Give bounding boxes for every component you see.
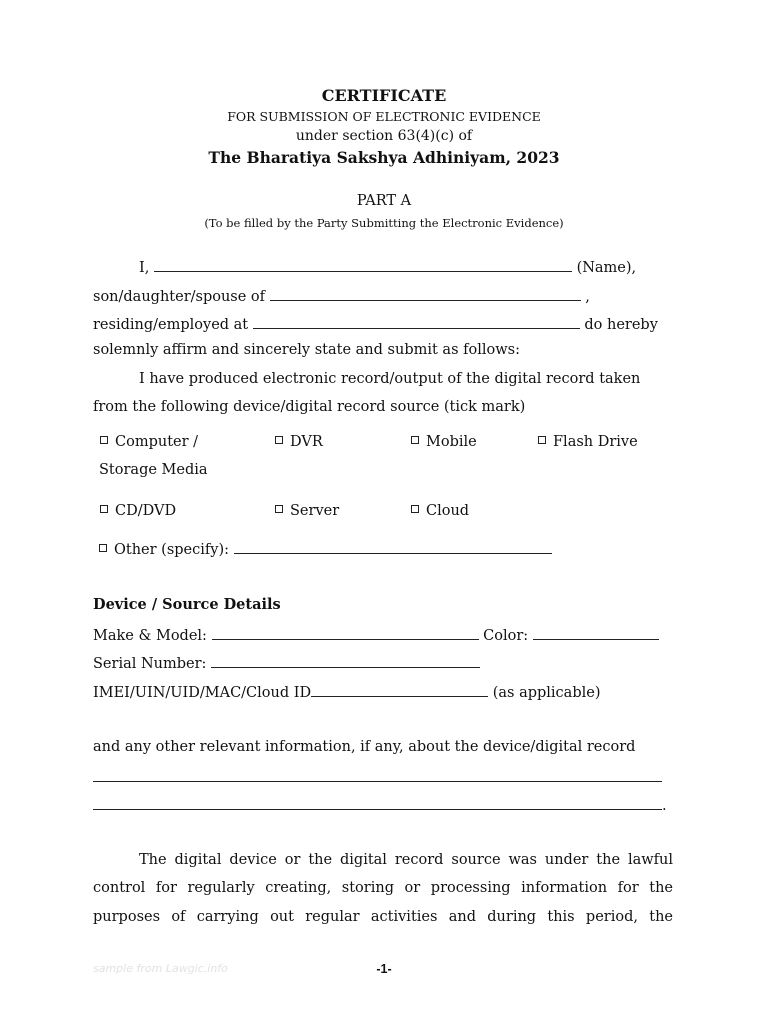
option-mobile-label: Mobile bbox=[426, 434, 477, 450]
other-info-blank-line-1[interactable] bbox=[93, 767, 662, 786]
imei-line bbox=[93, 682, 600, 701]
watermark-text: sample from Lawgic.info bbox=[93, 962, 228, 975]
device-details-heading: Device / Source Details bbox=[93, 596, 281, 613]
option-dvr-label: DVR bbox=[290, 434, 323, 450]
color-label: Color: bbox=[483, 628, 529, 644]
i-prefix: I, bbox=[139, 260, 150, 276]
section-reference: under section 63(4)(c) of bbox=[295, 128, 473, 144]
option-cloud-label: Cloud bbox=[426, 503, 470, 519]
paragraph-line-1: The digital device or the digital record source was under the lawful bbox=[139, 852, 673, 868]
checkbox-server[interactable] bbox=[275, 505, 283, 513]
residing-line bbox=[93, 314, 658, 333]
other-specify-blank-field[interactable] bbox=[234, 539, 552, 554]
relation-blank-field[interactable] bbox=[270, 286, 581, 301]
checkbox-mobile[interactable] bbox=[411, 436, 419, 444]
residing-blank-field[interactable] bbox=[253, 314, 580, 329]
option-other-label: Other (specify): bbox=[114, 542, 229, 558]
checkbox-cloud[interactable] bbox=[411, 505, 419, 513]
option-cloud[interactable] bbox=[411, 503, 469, 519]
relation-line bbox=[93, 286, 590, 305]
option-cd-dvd[interactable] bbox=[100, 503, 176, 519]
option-dvr[interactable] bbox=[275, 434, 323, 450]
serial-number-blank-field[interactable] bbox=[211, 653, 480, 668]
part-heading: PART A bbox=[356, 193, 412, 209]
make-model-blank-field[interactable] bbox=[212, 625, 479, 640]
checkbox-flash-drive[interactable] bbox=[538, 436, 546, 444]
name-suffix: (Name), bbox=[576, 260, 637, 276]
other-info-blank-field-1[interactable] bbox=[93, 767, 662, 782]
checkbox-dvr[interactable] bbox=[275, 436, 283, 444]
option-server[interactable] bbox=[275, 503, 339, 519]
color-blank-field[interactable] bbox=[533, 625, 659, 640]
option-flash-drive-label: Flash Drive bbox=[553, 434, 638, 450]
residing-label: residing/employed at bbox=[93, 317, 249, 333]
paragraph-line-3: purposes of carrying out regular activities and during this period, the bbox=[93, 909, 673, 925]
make-model-label: Make & Model: bbox=[93, 628, 207, 644]
other-info-blank-line-2[interactable] bbox=[93, 795, 667, 814]
option-mobile[interactable] bbox=[411, 434, 477, 450]
produced-line-2: from the following device/digital record source (tick mark) bbox=[93, 399, 526, 415]
page-number: -1- bbox=[376, 962, 392, 976]
checkbox-computer[interactable] bbox=[100, 436, 108, 444]
option-cd-dvd-label: CD/DVD bbox=[115, 503, 177, 519]
residing-suffix: do hereby bbox=[584, 317, 658, 333]
line-end-period: . bbox=[662, 798, 667, 814]
imei-blank-field[interactable] bbox=[311, 682, 488, 697]
option-server-label: Server bbox=[290, 503, 340, 519]
part-note: (To be filled by the Party Submitting the Electronic Evidence) bbox=[204, 216, 564, 230]
imei-label: IMEI/UIN/UID/MAC/Cloud ID bbox=[93, 685, 312, 701]
option-computer-label-2: Storage Media bbox=[99, 462, 208, 478]
make-model-line bbox=[93, 625, 659, 644]
as-applicable-note: (as applicable) bbox=[492, 685, 601, 701]
certificate-title: CERTIFICATE bbox=[321, 86, 447, 105]
checkbox-other[interactable] bbox=[99, 544, 107, 552]
relation-suffix: , bbox=[585, 289, 590, 305]
name-line bbox=[139, 257, 636, 276]
option-flash-drive[interactable] bbox=[538, 434, 638, 450]
act-name: The Bharatiya Sakshya Adhiniyam, 2023 bbox=[208, 148, 560, 167]
serial-number-line bbox=[93, 653, 480, 672]
option-computer-label: Computer / bbox=[115, 434, 199, 450]
produced-line-1: I have produced electronic record/output of the digital record taken bbox=[139, 371, 641, 387]
name-blank-field[interactable] bbox=[154, 257, 572, 272]
serial-number-label: Serial Number: bbox=[93, 656, 207, 672]
other-info-line: and any other relevant information, if any, about the device/digital record bbox=[93, 739, 636, 755]
option-other[interactable] bbox=[99, 539, 552, 558]
affirm-line: solemnly affirm and sincerely state and submit as follows: bbox=[93, 342, 520, 358]
relation-label: son/daughter/spouse of bbox=[93, 289, 266, 305]
checkbox-cd-dvd[interactable] bbox=[100, 505, 108, 513]
other-info-blank-field-2[interactable] bbox=[93, 795, 662, 810]
certificate-subtitle: FOR SUBMISSION OF ELECTRONIC EVIDENCE bbox=[227, 109, 541, 124]
option-computer[interactable] bbox=[100, 434, 198, 450]
paragraph-line-2: control for regularly creating, storing or processing information for the bbox=[93, 880, 673, 896]
